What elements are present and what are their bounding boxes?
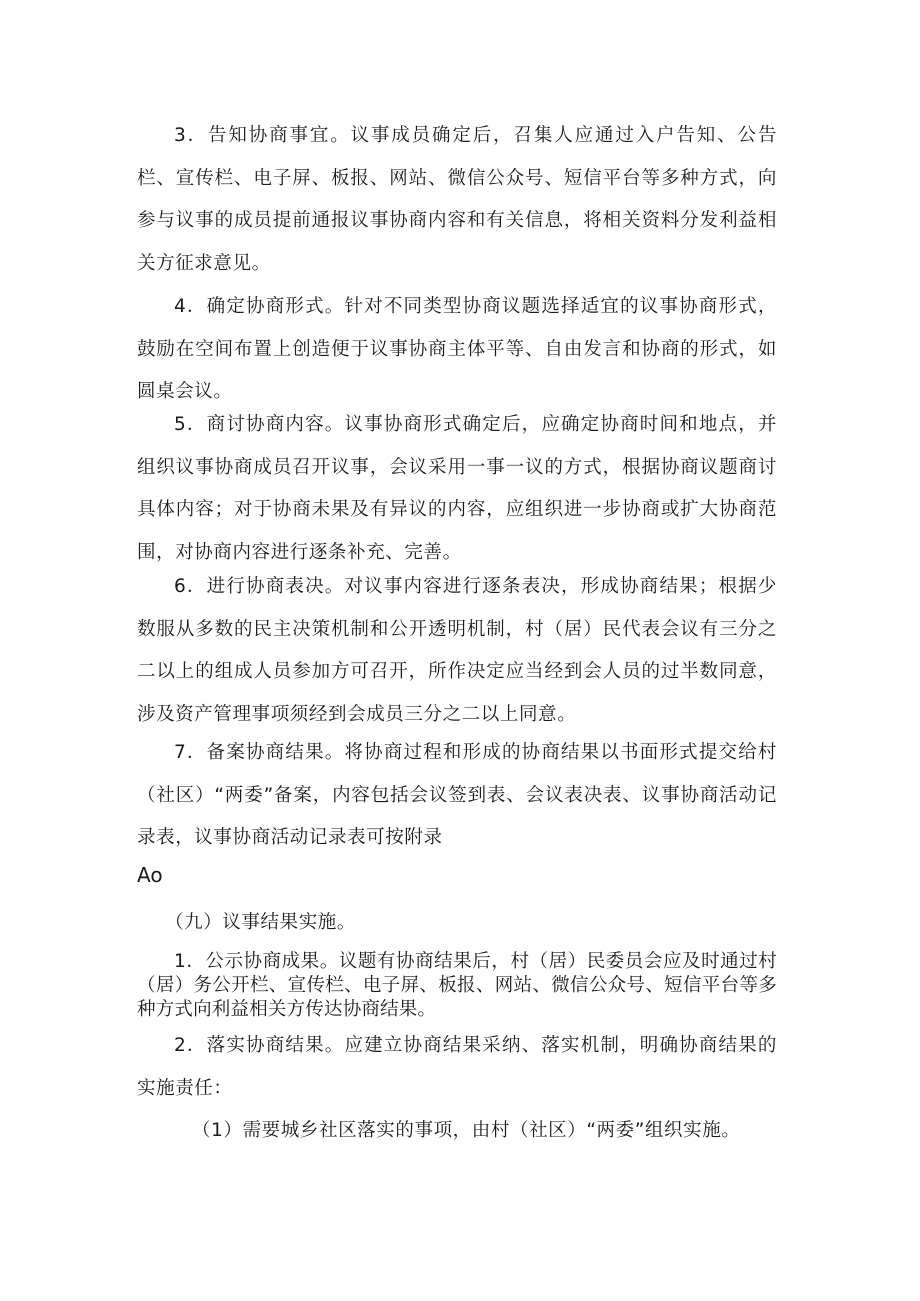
section-heading-implementation: （九）议事结果实施。 [165, 912, 357, 933]
paragraph-discuss-content: 5．商讨协商内容。议事协商形式确定后，应确定协商时间和地点，并组织议事协商成员召开议事，会议采用一事一议的方式，根据协商议题商讨具体内容；对于协商未果及有异议的内容，应组织进一步协商或扩大协商范围，对协商内容进行逐条补充、完善。 [137, 414, 777, 563]
paragraph-determine-form: 4．确定协商形式。针对不同类型协商议题选择适宜的议事协商形式，鼓励在空间布置上创造便于议事协商主体平等、自由发言和协商的形式，如圆桌会议。 [137, 296, 777, 402]
appendix-letter-fragment: Ao [137, 863, 163, 887]
paragraph-notify-consultation: 3．告知协商事宜。议事成员确定后，召集人应通过入户告知、公告栏、宣传栏、电子屏、板报、网站、微信公众号、短信平台等多种方式，向参与议事的成员提前通报议事协商内容和有关信息，将相关资料分发利益相关方征求意见。 [137, 125, 777, 274]
paragraph-vote: 6．进行协商表决。对议事内容进行逐条表决，形成协商结果；根据少数服从多数的民主决策机制和公开透明机制，村（居）民代表会议有三分之二以上的组成人员参加方可召开，所作决定应当经到会人员的过半数同意，涉及资产管理事项须经到会成员三分之二以上同意。 [137, 576, 777, 725]
paragraph-publicize-results: 1．公示协商成果。议题有协商结果后，村（居）民委员会应及时通过村（居）务公开栏、宣传栏、电子屏、板报、网站、微信公众号、短信平台等多种方式向利益相关方传达协商结果。 [137, 951, 777, 1020]
paragraph-implement-results: 2．落实协商结果。应建立协商结果采纳、落实机制，明确协商结果的实施责任： [137, 1035, 777, 1099]
paragraph-community-items: （1）需要城乡社区落实的事项，由村（社区）“两委”组织实施。 [192, 1120, 741, 1141]
paragraph-file-results: 7．备案协商结果。将协商过程和形成的协商结果以书面形式提交给村（社区）“两委”备案，内容包括会议签到表、会议表决表、议事协商活动记录表，议事协商活动记录表可按附录 [137, 742, 777, 848]
